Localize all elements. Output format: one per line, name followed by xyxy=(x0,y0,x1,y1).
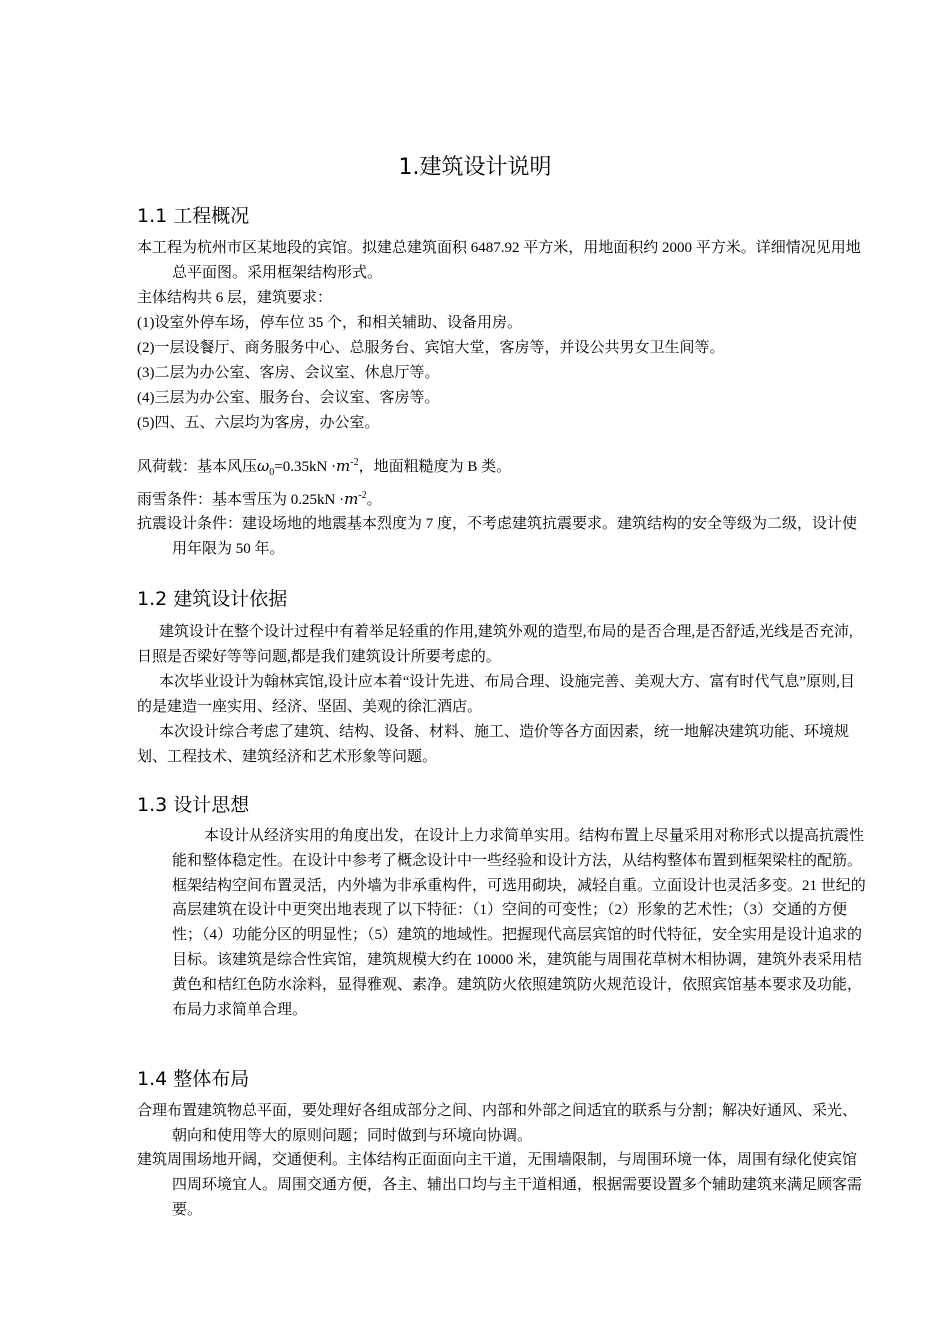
unit-symbol: m xyxy=(344,490,359,508)
unit-dot: · xyxy=(339,492,345,508)
wind-symbol: ω xyxy=(257,457,270,475)
paragraph-design-concept: 本设计从经济实用的角度出发，在设计上力求简单实用。结构布置上尽量采用对称形式以提高抗震性能和整体稳定性。在设计中参考了概念设计中一些经验和设计方法，从结构整体布置到框架梁柱的配筋。框架结构空间布置灵活，内外墙为非承重构件，可选用砌块，减轻自重。立面设计也灵活多变。21 世纪的高层建筑在设计中更突出地表现了以下特征：（1）空间的可变性；（2）形象的艺术性；（3）交通的方便性；（4）功能分区的明显性；（5）建筑的地域性。把握现代高层宾馆的时代特征，安全实用是设计追求的目标。该建筑是综合性宾馆，建筑规模大约在 10000 米，建筑能与周围花草树木相协调，建筑外表采用桔黄色和桔红色防水涂料，显得雅观、素净。建筑防火依照建筑防火规范设计，依照宾馆基本要求及功能，布局力求简单合理。 xyxy=(172,828,866,1018)
section-heading-1-1: 1.1 工程概况 xyxy=(137,205,250,227)
unit-exponent: -2 xyxy=(350,457,359,468)
section-heading-1-3: 1.3 设计思想 xyxy=(137,794,250,816)
list-item: (4)三层为办公室、服务台、会议室、客房等。 xyxy=(137,390,440,406)
list-item: (5)四、五、六层均为客房，办公室。 xyxy=(137,415,380,431)
paragraph: 本次设计综合考虑了建筑、结构、设备、材料、施工、造价等各方面因素，统一地解决建筑功能、环境规划、工程技术、建筑经济和艺术形象等问题。 xyxy=(137,724,850,765)
paragraph-seismic: 抗震设计条件：建设场地的地震基本烈度为 7 度，不考虑建筑抗震要求。建筑结构的安全等级为二级，设计使用年限为 50 年。 xyxy=(137,516,858,557)
wind-subscript: 0 xyxy=(269,467,275,478)
snow-prefix: 雨雪条件：基本雪压为 0.25kN xyxy=(137,492,336,508)
unit-symbol: m xyxy=(336,457,351,475)
snow-load-line xyxy=(137,483,382,513)
paragraph-site: 建筑周围场地开阔，交通便利。主体结构正面面向主干道，无围墙限制，与周围环境一体，周围有绿化使宾馆四周环境宜人。周围交通方便，各主、辅出口均与主干道相通，根据需要设置多个辅助建筑来满足顾客需要。 xyxy=(137,1152,863,1218)
list-item: (1)设室外停车场，停车位 35 个，和相关辅助、设备用房。 xyxy=(137,315,522,331)
unit-dot: · xyxy=(331,459,337,475)
unit-exponent: -2 xyxy=(358,490,367,501)
section-heading-1-4: 1.4 整体布局 xyxy=(137,1068,250,1090)
page-title: 1.建筑设计说明 xyxy=(398,155,552,180)
list-item: (3)二层为办公室、客房、会议室、休息厅等。 xyxy=(137,365,440,381)
paragraph-layout: 合理布置建筑物总平面，要处理好各组成部分之间、内部和外部之间适宜的联系与分割；解决好通风、采光、朝向和使用等大的原则问题；同时做到与环境向协调。 xyxy=(137,1103,858,1144)
paragraph: 建筑设计在整个设计过程中有着举足轻重的作用,建筑外观的造型,布局的是否合理,是否舒适,光线是否充沛,日照是否梁好等等问题,都是我们建筑设计所要考虑的。 xyxy=(137,624,853,665)
wind-suffix: ，地面粗糙度为 B 类。 xyxy=(358,459,512,475)
wind-load-line xyxy=(137,450,511,485)
paragraph-structure: 主体结构共 6 层，建筑要求： xyxy=(137,290,333,306)
paragraph: 本次毕业设计为翰林宾馆,设计应本着“设计先进、布局合理、设施完善、美观大方、富有时代气息”原则,目的是建造一座实用、经济、坚固、美观的徐汇酒店。 xyxy=(137,674,855,715)
wind-value: =0.35kN xyxy=(274,459,328,475)
paragraph-overview: 本工程为杭州市区某地段的宾馆。拟建总建筑面积 6487.92 平方米，用地面积约 2000 平方米。详细情况见用地总平面图。采用框架结构形式。 xyxy=(137,240,861,281)
snow-suffix: 。 xyxy=(366,492,382,508)
list-item: (2)一层设餐厅、商务服务中心、总服务台、宾馆大堂，客房等，并设公共男女卫生间等。 xyxy=(137,340,725,356)
wind-prefix: 风荷载：基本风压 xyxy=(137,459,258,475)
section-heading-1-2: 1.2 建筑设计依据 xyxy=(137,588,288,610)
